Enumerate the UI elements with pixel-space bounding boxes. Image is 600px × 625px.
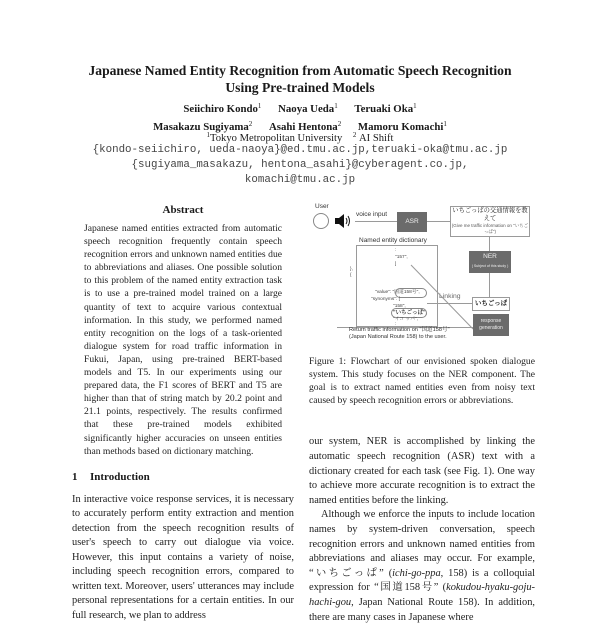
affiliations: $^1$Tokyo Metropolitan University $^2$ AI Shift <box>206 131 394 144</box>
left-column <box>72 203 294 623</box>
return-text: Return traffic information on "国道158号" (Japan National Route 158) to the user. <box>349 327 450 340</box>
asr-box: ASR <box>397 212 427 232</box>
email-line: komachi@tmu.ac.jp <box>244 174 356 186</box>
title-line-1: Japanese Named Entity Recognition from Automatic Speech Recognition <box>88 63 512 78</box>
section-title: Introduction <box>90 470 150 483</box>
linking-label: Linking <box>439 293 461 300</box>
title-line-2: Using Pre-trained Models <box>225 80 375 95</box>
author: Seiichiro Kondo$^1$ <box>183 102 262 115</box>
entity-result-box: いちごっぱ <box>472 297 510 311</box>
author-row-1 <box>40 99 560 117</box>
author: Teruaki Oka$^1$ <box>354 102 417 115</box>
paragraph: our system, NER is accomplished by linking the automatic speech recognition (ASR) text with a dictionary created for each task (see Fig. 1). One way to achieve more accurate recognition is to extract the named entities before the linking. <box>309 436 535 506</box>
ner-box <box>469 251 511 273</box>
figure-1-flowchart: User voice input ASR いちごっぱの交通情報を教えて (Give me traffic information on "いちごっぱ") NER ( Subject of this study ) Named entity dictionary : "157", ] "value": "国道158号", "synonyms": [ "158", "いちごっぱ", "イコ ッパ", : }, { Linking いちごっぱ response generation Return traffic information on "国道158号" (Japan National Route 158) to the user. <box>315 203 529 340</box>
arrow-line <box>489 273 490 299</box>
section-number: 1 <box>72 470 78 483</box>
author: Mamoru Komachi$^1$ <box>357 120 447 133</box>
dictionary-title: Named entity dictionary <box>359 237 427 244</box>
abstract-text: Japanese named entities extracted from automatic speech recognition frequently contain speech recognition errors and unknown named entities due to abbreviations and aliases. One possible solution to this problem of the named entity extraction task is to use a pre-trained model trained on a large quantity of text to acquire various contextual information. In this study, we performed named entity recognition on the logs of a task-oriented dialogue system for road traffic information in Fukui, Japan, using pre-trained BERT-based models and T5. In our experiments using our prepared data, the F1 scores of BERT and T5 are higher than that of string match by 20.2 point and 21.1 points, respectively. The results confirmed that these pre-trained models exhibited significantly higher accuracies on unseen entities than methods based on dictionary matching. <box>84 223 282 457</box>
arrow-line <box>427 221 450 222</box>
dictionary-synonyms: "synonyms": [ <box>371 297 400 302</box>
ner-label: NER <box>483 253 497 260</box>
query-english: (Give me traffic information on "いちごっぱ") <box>451 223 529 234</box>
ner-sublabel: ( Subject of this study ) <box>471 264 509 268</box>
affiliation-1: Tokyo Metropolitan University <box>210 133 343 144</box>
dictionary-box: : "157", ] "value": "国道158号", "synonyms": [ "158", "いちごっぱ", "イコ ッパ", : <box>356 245 438 327</box>
author-emails <box>40 143 560 188</box>
user-face-icon <box>313 213 329 229</box>
paragraph: Although we enforce the inputs to include location names by system-driven conversation, speech recognition errors and unknown named entities from abbreviations and aliases may occur. For example, “いちごっぱ” (ichi-go-ppa, 158) is a colloquial expression for “国道158号” (kokudou-hyaku-goju-hachi-gou, Japan National Route 158). In addition, there are many cases in Japanese where <box>309 509 535 623</box>
email-line: {sugiyama_masakazu, hentona_asahi}@cyberagent.co.jp, <box>131 159 469 171</box>
section-heading-introduction <box>72 470 294 484</box>
query-box <box>450 206 530 237</box>
voice-input-label: voice input <box>356 211 388 218</box>
dictionary-value: "value": "国道158号", <box>375 290 420 295</box>
author: Masakazu Sugiyama$^2$ <box>153 120 253 133</box>
author: Asahi Hentona$^2$ <box>269 120 342 133</box>
right-column <box>309 203 535 625</box>
introduction-text: In interactive voice response services, it is necessary to accurately perform entity extraction and mention detection from the speech recognition results of user's speech to carry out dialogue via voice. However, this input contains a variety of noise, including speech recognition errors, compared to written text. Moreover, users' utterances may include personal representations for a certain entities. In our full research, we plan to address <box>72 493 294 621</box>
author: Naoya Ueda$^1$ <box>278 102 338 115</box>
figure-caption: Figure 1: Flowchart of our envisioned spoken dialogue system. This study focuses on the NER component. The goal is to extract named entities even from noisy text caused by speech recognition errors or abbreviations. <box>309 356 535 407</box>
abstract-heading: Abstract <box>162 204 204 216</box>
paper-title <box>40 62 560 96</box>
arrow-line <box>355 221 397 222</box>
speaker-icon <box>335 214 351 228</box>
affiliation-2: AI Shift <box>359 133 394 144</box>
arrow-line <box>489 236 490 251</box>
query-japanese: いちごっぱの交通情報を教えて <box>452 207 528 222</box>
link-line <box>409 263 475 333</box>
body-text <box>309 435 535 625</box>
email-line: {kondo-seiichiro, ueda-naoya}@ed.tmu.ac.jp,teruaki-oka@tmu.ac.jp <box>92 144 508 156</box>
response-generation-box: response generation <box>473 314 509 336</box>
user-label: User <box>315 203 329 210</box>
